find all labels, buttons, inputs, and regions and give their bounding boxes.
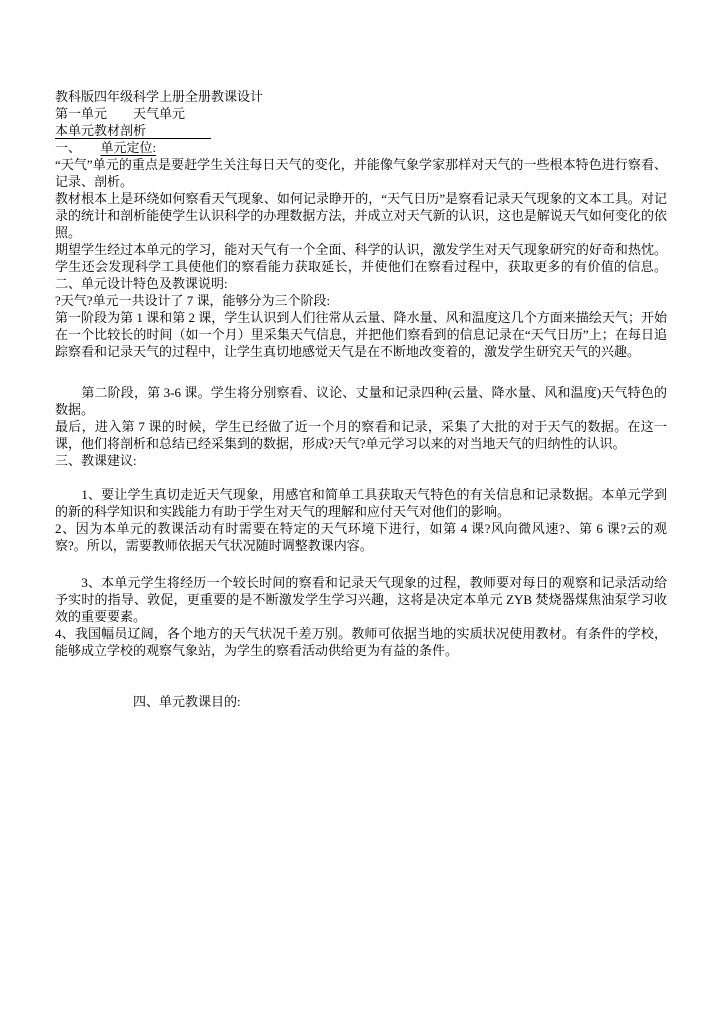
doc-title xyxy=(55,88,667,105)
text-run: ?天气?单元一共设计了 7 课，能够分为三个阶段: xyxy=(55,293,331,308)
para-stage-two xyxy=(55,384,667,418)
text-run: 2、因为本单元的教课活动有时需要在特定的天气环境下进行，如第 4 课?风向微风速?、第 6 课?云的观察?。所以，需要教师依据天气状况随时调整教课内容。 xyxy=(55,521,667,553)
para-unit-focus xyxy=(55,156,667,190)
para-stage-three xyxy=(55,418,667,452)
text-run: 第一单元 天气单元 xyxy=(55,106,186,121)
unit-goals-heading xyxy=(55,693,667,710)
para-suggestion-1 xyxy=(55,486,667,520)
text-run: 第一阶段为第 1 课和第 2 课，学生认识到人们往常从云量、降水量、风和温度这几个方面来描绘天气；开始在一个比较长的时间（如一个月）里采集天气信息，并把他们察看到的信息记录在“天气日历”上；在每日追踪察看和记录天气的过程中，让学生真切地感觉天气是在不断地改变着的，激发学生研究天气的兴趣。 xyxy=(55,310,667,359)
material-analysis-heading xyxy=(55,122,667,139)
document-body xyxy=(55,88,667,710)
text-run: 教科版四年级科学上册全册教课设计 xyxy=(55,89,264,104)
text-run: 一、 xyxy=(55,140,101,155)
para-stage-one xyxy=(55,309,667,360)
text-run: 期望学生经过本单元的学习，能对天气有一个全面、科学的认识，激发学生对天气现象研究的好奇和热忱。学生还会发现科学工具使他们的察看能力获取延长，并使他们在察看过程中，获取更多的有价值的信息。二、单元设计特色及教课说明: xyxy=(55,242,667,291)
teaching-suggestions-heading xyxy=(55,452,667,469)
unit-heading xyxy=(55,105,667,122)
text-run: 最后，进入第 7 课的时候，学生已经做了近一个月的察看和记录，采集了大批的对于天气的数据。在这一课，他们将剖析和总结已经采集到的数据，形成?天气?单元学习以来的对当地天气的归纳性的认识。 xyxy=(55,419,667,451)
para-expectations xyxy=(55,241,667,292)
text-run: 3、本单元学生将经历一个较长时间的察看和记录天气现象的过程，教师要对每日的观察和记录活动给予实时的指导、敦促，更重要的是不断激发学生学习兴趣，这将是决定本单元 ZYB 焚烧器煤焦油泵学习收效的重要要素。 xyxy=(55,575,667,624)
para-material-structure xyxy=(55,190,667,241)
text-run: “天气”单元的重点是要赶学生关注每日天气的变化，并能像气象学家那样对天气的一些根本特色进行察看、记录、剖析。 xyxy=(55,157,667,189)
text-run: 1、要让学生真切走近天气现象，用感官和简单工具获取天气特色的有关信息和记录数据。本单元学到的新的科学知识和实践能力有助于学生对天气的理解和应付天气对他们的影响。 xyxy=(55,487,667,519)
underlined-text-run: 本单元教材剖析 xyxy=(55,123,212,138)
underlined-text-run: 单元定位: xyxy=(100,140,157,155)
text-run: 教材根本上是环绕如何察看天气现象、如何记录睁开的，“天气日历”是察看记录天气现象的文本工具。对记录的统计和剖析能使学生认识科学的办理数据方法，并成立对天气新的认识，这也是解说天气如何变化的依照。 xyxy=(55,191,667,240)
unit-position-heading xyxy=(55,139,667,156)
para-suggestion-4 xyxy=(55,625,667,659)
para-suggestion-3 xyxy=(55,574,667,625)
text-run: 四、单元教课目的: xyxy=(55,694,241,709)
para-unit-structure xyxy=(55,292,667,309)
text-run: 4、我国幅员辽阔，各个地方的天气状况千差万别。教师可依据当地的实质状况使用教材。有条件的学校，能够成立学校的观察气象站，为学生的察看活动供给更为有益的条件。 xyxy=(55,626,667,658)
text-run: 第二阶段，第 3-6 课。学生将分别察看、议论、丈量和记录四种(云量、降水量、风和温度)天气特色的数据。 xyxy=(55,385,667,417)
text-run: 三、教课建议: xyxy=(55,453,137,468)
para-suggestion-2 xyxy=(55,520,667,554)
